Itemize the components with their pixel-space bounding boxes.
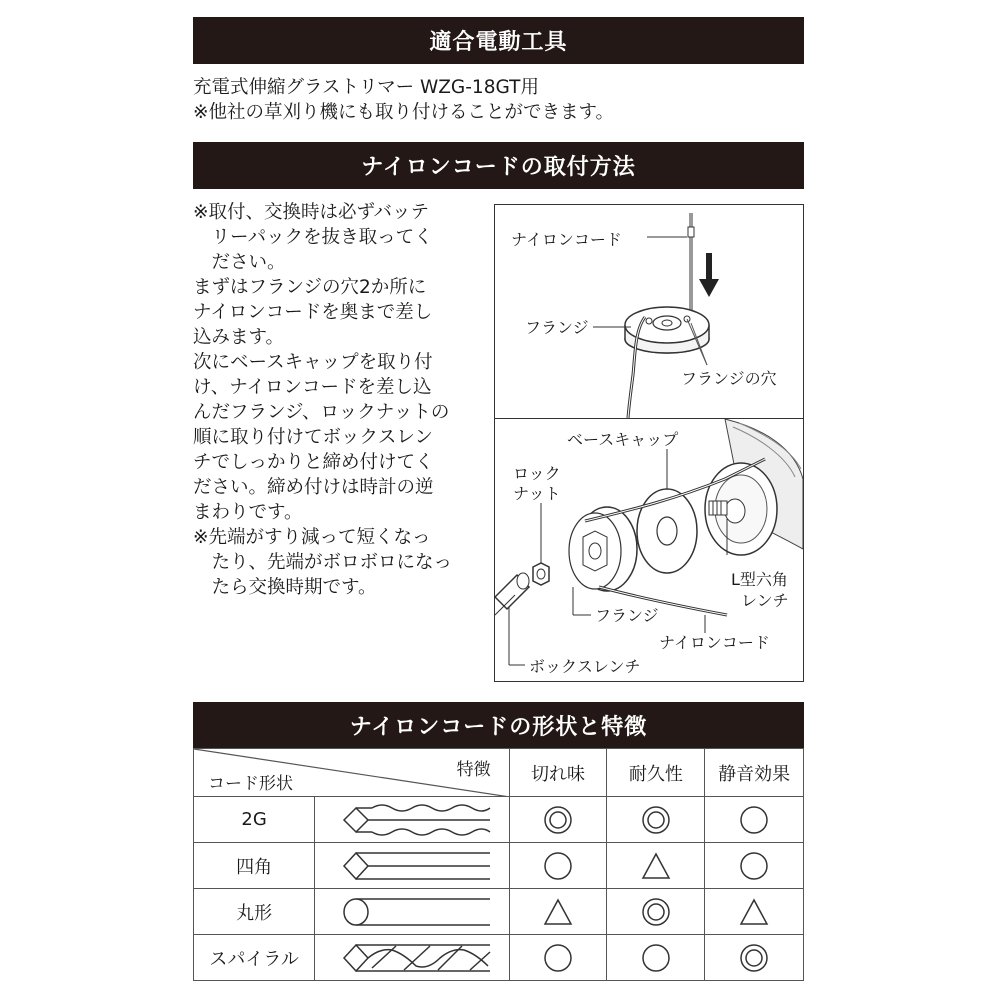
header-durability: 耐久性 xyxy=(607,749,705,797)
rating-cell xyxy=(705,935,804,981)
circle-rating-icon xyxy=(543,851,573,881)
instruction-line: 次にベースキャップを取り付 xyxy=(193,352,433,373)
rating-cell xyxy=(705,843,804,889)
header-quietness: 静音効果 xyxy=(705,749,804,797)
instruction-line: け、ナイロンコードを差し込 xyxy=(193,377,432,398)
triangle-rating-icon xyxy=(543,897,573,927)
rating-cell xyxy=(509,889,607,935)
header-feature-label: 特徴 xyxy=(456,760,491,780)
triangle-rating-icon xyxy=(739,897,769,927)
diagonal-header-cell xyxy=(194,749,510,797)
rating-cell xyxy=(509,843,607,889)
label-flange: フランジ xyxy=(595,606,659,625)
label-flange: フランジ xyxy=(525,318,589,337)
instruction-line: ※取付、交換時は必ずバッテ xyxy=(193,202,430,223)
table-row xyxy=(194,935,804,981)
double-circle-rating-icon xyxy=(739,943,769,973)
label-hex-wrench-line1: L型六角 xyxy=(731,570,788,589)
table-row xyxy=(194,843,804,889)
instruction-line: ださい。締め付けは時計の逆 xyxy=(193,477,434,498)
2g-cord-shape-icon xyxy=(315,797,509,843)
instruction-line: たら交換時期です。 xyxy=(193,577,377,598)
compatible-model-text: 充電式伸縮グラストリマー WZG-18GT用 xyxy=(193,77,539,98)
table-header-row xyxy=(194,749,804,797)
section-title-installation: ナイロンコードの取付方法 xyxy=(193,142,804,189)
circle-rating-icon xyxy=(543,943,573,973)
rating-cell xyxy=(509,935,607,981)
instruction-line: んだフランジ、ロックナットの xyxy=(193,402,450,423)
rating-cell xyxy=(607,797,705,843)
double-circle-rating-icon xyxy=(641,897,671,927)
section-title-compatible-tools: 適合電動工具 xyxy=(193,17,804,64)
label-lock-nut-line2: ナット xyxy=(513,484,561,503)
instruction-line: たり、先端がボロボロになっ xyxy=(193,552,453,573)
rating-cell xyxy=(705,797,804,843)
double-circle-rating-icon xyxy=(543,805,573,835)
rating-cell xyxy=(607,843,705,889)
rating-cell xyxy=(509,797,607,843)
table-row xyxy=(194,797,804,843)
instruction-line: チでしっかりと締め付けてく xyxy=(193,452,434,473)
shape-name: 丸形 xyxy=(194,889,315,935)
instruction-line: まずはフランジの穴2か所に xyxy=(193,277,427,298)
label-flange-hole: フランジの穴 xyxy=(681,369,777,388)
round-cord-shape-icon xyxy=(315,889,509,935)
instruction-line: ※先端がすり減って短くなっ xyxy=(193,527,431,548)
instruction-line: 込みます。 xyxy=(193,327,285,348)
table-row xyxy=(194,889,804,935)
label-lock-nut-line1: ロック xyxy=(513,464,561,483)
label-nylon-cord: ナイロンコード xyxy=(511,230,622,249)
circle-rating-icon xyxy=(641,943,671,973)
label-base-cap: ベースキャップ xyxy=(567,430,679,449)
triangle-rating-icon xyxy=(641,851,671,881)
instruction-line: まわりです。 xyxy=(193,502,303,523)
square-cord-shape-icon xyxy=(315,843,509,889)
spiral-cord-shape-icon xyxy=(315,935,509,981)
header-sharpness: 切れ味 xyxy=(509,749,607,797)
label-hex-wrench-line2: レンチ xyxy=(741,591,789,610)
shape-name: スパイラル xyxy=(194,935,315,981)
other-brand-note: ※他社の草刈り機にも取り付けることができます。 xyxy=(193,102,615,123)
instruction-line: ださい。 xyxy=(193,252,286,273)
section-title-cord-shapes: ナイロンコードの形状と特徴 xyxy=(193,702,804,748)
rating-cell xyxy=(705,889,804,935)
cord-shape-feature-table xyxy=(193,748,804,981)
header-shape-label: コード形状 xyxy=(208,774,293,794)
circle-rating-icon xyxy=(739,851,769,881)
label-box-wrench: ボックスレンチ xyxy=(529,657,641,676)
label-nylon-cord: ナイロンコード xyxy=(659,633,770,652)
figure-assembly xyxy=(494,418,804,682)
rating-cell xyxy=(607,889,705,935)
figure-cord-insertion xyxy=(494,204,804,419)
shape-name: 四角 xyxy=(194,843,315,889)
circle-rating-icon xyxy=(739,805,769,835)
shape-name: 2G xyxy=(194,797,315,843)
instruction-line: 順に取り付けてボックスレン xyxy=(193,427,433,448)
double-circle-rating-icon xyxy=(641,805,671,835)
rating-cell xyxy=(607,935,705,981)
instruction-line: リーパックを抜き取ってく xyxy=(193,227,433,248)
instruction-line: ナイロンコードを奥まで差し xyxy=(193,302,433,323)
